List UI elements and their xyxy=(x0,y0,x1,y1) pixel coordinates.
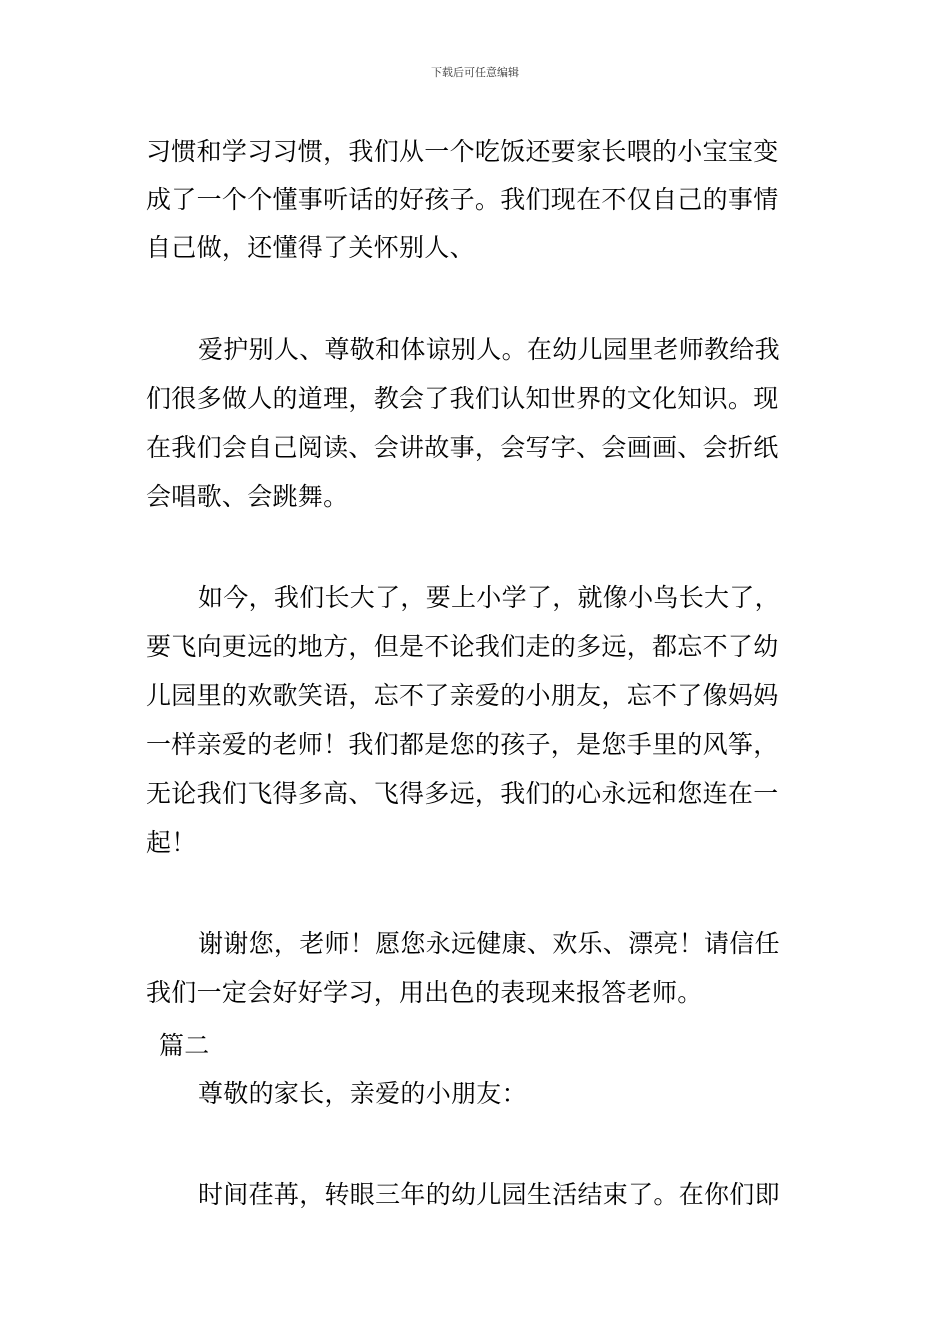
text-line: 我们一定会好好学习，用出色的表现来报答老师。 xyxy=(146,978,703,1007)
text-line: 习惯和学习习惯，我们从一个吃饭还要家长喂的小宝宝变 xyxy=(146,137,779,166)
text-line: 成了一个个懂事听话的好孩子。我们现在不仅自己的事情 xyxy=(146,185,779,214)
text-line: 起！ xyxy=(146,828,197,857)
text-line: 谢谢您，老师！愿您永远健康、欢乐、漂亮！请信任 xyxy=(198,929,780,958)
greeting-line: 尊敬的家长，亲爱的小朋友： xyxy=(198,1079,527,1108)
text-line: 们很多做人的道理，教会了我们认知世界的文化知识。现 xyxy=(146,384,779,413)
text-line: 爱护别人、尊敬和体谅别人。在幼儿园里老师教给我 xyxy=(198,335,780,364)
text-line: 在我们会自己阅读、会讲故事，会写字、会画画、会折纸 xyxy=(146,433,779,462)
text-line: 要飞向更远的地方，但是不论我们走的多远，都忘不了幼 xyxy=(146,632,779,661)
text-line: 无论我们飞得多高、飞得多远，我们的心永远和您连在一 xyxy=(146,779,779,808)
page-header: 下载后可任意编辑 xyxy=(431,66,519,79)
section-title: 篇二 xyxy=(159,1031,210,1060)
text-line: 儿园里的欢歌笑语，忘不了亲爱的小朋友，忘不了像妈妈 xyxy=(146,681,779,710)
text-line: 自己做，还懂得了关怀别人、 xyxy=(146,233,475,262)
text-line: 会唱歌、会跳舞。 xyxy=(146,482,349,511)
text-line: 时间荏苒，转眼三年的幼儿园生活结束了。在你们即 xyxy=(198,1180,780,1209)
text-line: 如今，我们长大了，要上小学了，就像小鸟长大了， xyxy=(198,583,780,612)
text-line: 一样亲爱的老师！我们都是您的孩子，是您手里的风筝， xyxy=(146,730,779,759)
